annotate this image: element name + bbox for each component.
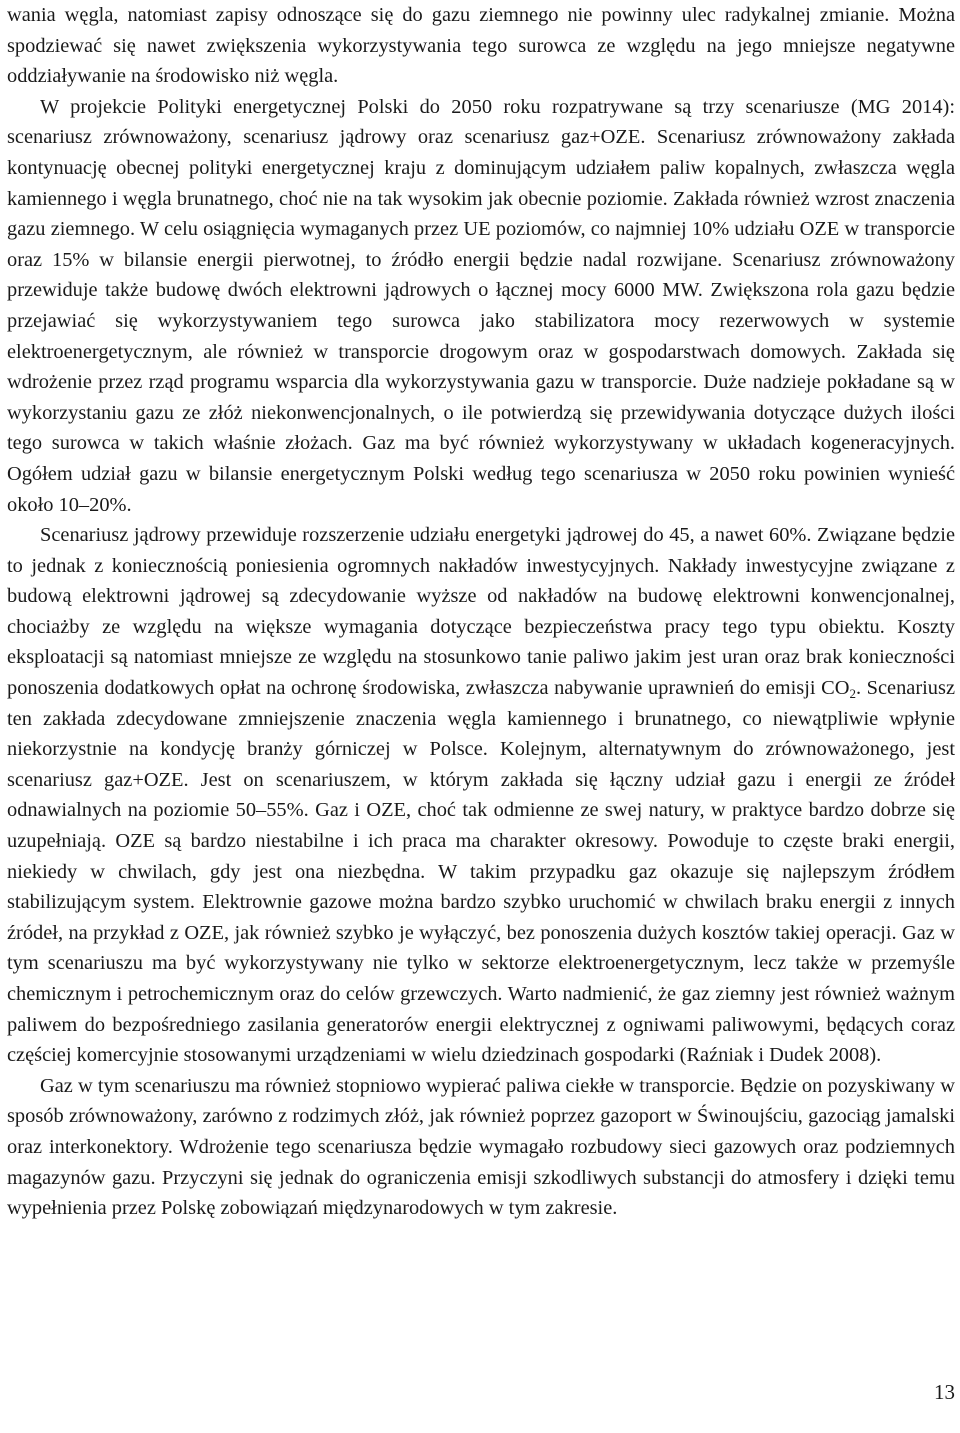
subscript: 2 [849,686,856,702]
document-body [7,0,955,1224]
page-number: 13 [934,1380,955,1404]
paragraph-text-part: . Scenariusz ten zakłada zdecydowane zmniejszenie znaczenia węgla kamiennego i brunatnego, co niewątpliwie wpłynie niekorzystnie na kondycję branży górniczej w Polsce. Kolejnym, alternatywnym do zrównoważonego, jest scenariusz gaz+OZE. Jest on scenariuszem, w którym zakłada się łączny udział gazu i energii ze źródeł odnawialnych na poziomie 50–55%. Gaz i OZE, choć tak odmienne ze swej natury, w praktyce bardzo dobrze się uzupełniają. OZE są bardzo niestabilne i ich praca ma charakter okresowy. Powoduje to częste braki energii, niekiedy w chwilach, gdy jest ona niezbędna. W takim przypadku gaz okazuje się najlepszym źródłem stabilizującym system. Elektrownie gazowe można bardzo szybko uruchomić w chwilach braku energii z innych źródeł, na przykład z OZE, jak również szybko je wyłączyć, bez ponoszenia dużych kosztów takiej operacji. Gaz w tym scenariuszu ma być wykorzystywany nie tylko w sektorze elektroenergetycznym, lecz także w przemyśle chemicznym i petrochemicznym oraz do celów grzewczych. Warto nadmienić, że gaz ziemny jest również ważnym paliwem do bezpośredniego zasilania generatorów energii elektrycznej z ogniwami paliwowymi, będących coraz częściej komercyjnie stosowanymi urządzeniami w wielu dziedzinach gospodarki (Raźniak i Dudek 2008). [7,677,955,1067]
paragraph-nuclear-scenario [7,520,955,1071]
paragraph-continuation: wania węgla, natomiast zapisy odnoszące się do gazu ziemnego nie powinny ulec radykalnej zmianie. Można spodziewać się nawet zwiększenia wykorzystywania tego surowca ze względu na jego mniejsze negatywne oddziaływanie na środowisko niż węgla. [7,4,955,88]
paragraph-text-part: Scenariusz jądrowy przewiduje rozszerzenie udziału energetyki jądrowej do 45, a nawet 60%. Związane będzie to jednak z koniecznością poniesienia ogromnych nakładów inwestycyjnych. Nakłady inwestycyjne związane z budową elektrowni jądrowej są zdecydowanie wyższe od nakładów na budowę elektrowni konwencjonalnej, chociażby ze względu na większe wymagania dotyczące bezpieczeństwa pracy tego typu obiektu. Koszty eksploatacji są natomiast mniejsze ze względu na stosunkowo tanie paliwo jakim jest uran oraz brak konieczności ponoszenia dodatkowych opłat na ochronę środowiska, zwłaszcza nabywanie uprawnień do emisji CO [7,524,955,700]
paragraph-gas-transport: Gaz w tym scenariuszu ma również stopniowo wypierać paliwa ciekłe w transporcie. Będzie on pozyskiwany w sposób zrównoważony, zarówno z rodzimych złóż, jak również poprzez gazoport w Świnoujściu, gazociąg jamalski oraz interkonektory. Wdrożenie tego scenariusza będzie wymagało rozbudowy sieci gazowych oraz podziemnych magazynów gazu. Przyczyni się jednak do ograniczenia emisji szkodliwych substancji do atmosfery i dzięki temu wypełnienia przez Polskę zobowiązań międzynarodowych w tym zakresie. [7,1074,955,1220]
paragraph-scenarios-overview: W projekcie Polityki energetycznej Polski do 2050 roku rozpatrywane są trzy scenariusze (MG 2014): scenariusz zrównoważony, scenariusz jądrowy oraz scenariusz gaz+OZE. Scenariusz zrównoważony zakłada kontynuację obecnej polityki energetycznej kraju z dominującym udziałem paliw kopalnych, zwłaszcza węgla kamiennego i węgla brunatnego, choć nie na tak wysokim jak obecnie poziomie. Zakłada również wzrost znaczenia gazu ziemnego. W celu osiągnięcia wymaganych przez UE poziomów, co najmniej 10% udziału OZE w transporcie oraz 15% w bilansie energii pierwotnej, to źródło energii będzie nadal rozwijane. Scenariusz zrównoważony przewiduje także budowę dwóch elektrowni jądrowych o łącznej mocy 6000 MW. Zwiększona rola gazu będzie przejawiać się wykorzystywaniem tego surowca jako stabilizatora mocy rezerwowych w systemie elektroenergetycznym, ale również w transporcie drogowym oraz w gospodarstwach domowych. Zakłada się wdrożenie przez rząd programu wsparcia dla wykorzystywania gazu w transporcie. Duże nadzieje pokładane są w wykorzystaniu gazu ze złóż niekonwencjonalnych, o ile potwierdzą się przewidywania dotyczące dużych ilości tego surowca w takich właśnie złożach. Gaz ma być również wykorzystywany w układach kogeneracyjnych. Ogółem udział gazu w bilansie energetycznym Polski według tego scenariusza w 2050 roku powinien wynieść około 10–20%. [7,95,955,516]
